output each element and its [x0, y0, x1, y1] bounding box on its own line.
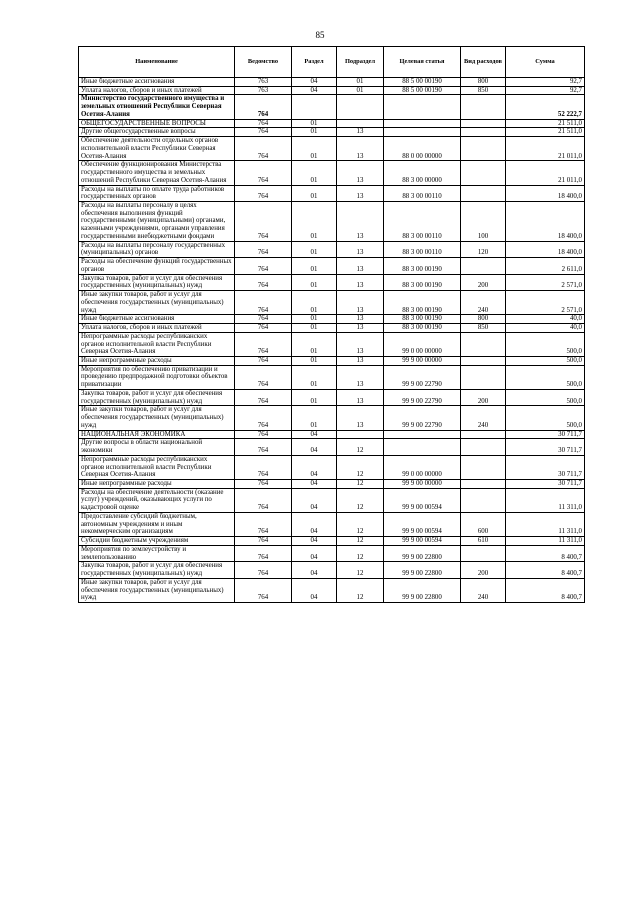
- cell-department: 764: [235, 291, 292, 315]
- cell-subsection: 01: [337, 86, 384, 95]
- cell-name: Закупка товаров, работ и услуг для обеспечения государственных (муниципальных) нужд: [79, 562, 235, 578]
- cell-name: Уплата налогов, сборов и иных платежей: [79, 324, 235, 333]
- cell-target-article: [384, 95, 461, 119]
- cell-sum: 8 400,7: [506, 545, 585, 561]
- cell-section: 01: [292, 161, 337, 185]
- page-number: 85: [315, 30, 325, 40]
- cell-target-article: 99 9 00 22790: [384, 406, 461, 430]
- cell-name: Другие общегосударственные вопросы: [79, 128, 235, 137]
- table-row: [79, 161, 585, 185]
- cell-target-article: 99 9 00 22790: [384, 365, 461, 389]
- cell-target-article: 99 0 00 00000: [384, 332, 461, 356]
- cell-sum: 40,0: [506, 315, 585, 324]
- cell-expense-kind: [461, 95, 506, 119]
- cell-expense-kind: [461, 128, 506, 137]
- cell-name: Мероприятия по землеустройству и землепользованию: [79, 545, 235, 561]
- table-row: [79, 202, 585, 242]
- cell-name: Расходы на выплаты персоналу в целях обеспечения выполнения функций государственными (муниципальными) органами, казенными учреждениями, органами управления государственными внебюджетными фондами: [79, 202, 235, 242]
- header-sum: Сумма: [506, 47, 585, 78]
- cell-sum: 500,0: [506, 389, 585, 405]
- cell-expense-kind: [461, 488, 506, 512]
- cell-section: 01: [292, 315, 337, 324]
- cell-target-article: 99 9 00 00594: [384, 488, 461, 512]
- cell-expense-kind: 120: [461, 241, 506, 257]
- cell-department: 764: [235, 439, 292, 455]
- cell-department: 764: [235, 119, 292, 128]
- cell-department: 764: [235, 578, 292, 602]
- cell-target-article: [384, 128, 461, 137]
- cell-department: 764: [235, 537, 292, 546]
- cell-target-article: 99 9 00 00000: [384, 356, 461, 365]
- cell-section: 01: [292, 137, 337, 161]
- cell-department: 764: [235, 430, 292, 439]
- cell-target-article: 99 9 00 22790: [384, 389, 461, 405]
- cell-department: 764: [235, 202, 292, 242]
- table-row: [79, 512, 585, 536]
- cell-name: Непрограммные расходы республиканских органов исполнительной власти Республики Северная Осетия-Алания: [79, 455, 235, 479]
- cell-subsection: 12: [337, 439, 384, 455]
- cell-target-article: 99 9 00 00000: [384, 479, 461, 488]
- cell-subsection: 13: [337, 315, 384, 324]
- cell-subsection: 13: [337, 324, 384, 333]
- cell-subsection: 13: [337, 365, 384, 389]
- cell-subsection: 13: [337, 137, 384, 161]
- cell-name: НАЦИОНАЛЬНАЯ ЭКОНОМИКА: [79, 430, 235, 439]
- cell-section: 01: [292, 324, 337, 333]
- header-subsection: Подраздел: [337, 47, 384, 78]
- cell-subsection: 13: [337, 202, 384, 242]
- table-row: [79, 537, 585, 546]
- cell-department: 764: [235, 545, 292, 561]
- cell-section: [292, 95, 337, 119]
- table-row: [79, 241, 585, 257]
- cell-subsection: 13: [337, 332, 384, 356]
- cell-name: Министерство государственного имущества и земельных отношений Республики Северная Осетия-Алания: [79, 95, 235, 119]
- cell-sum: 52 222,7: [506, 95, 585, 119]
- cell-section: 04: [292, 439, 337, 455]
- table-row: [79, 406, 585, 430]
- cell-subsection: 13: [337, 406, 384, 430]
- cell-target-article: [384, 119, 461, 128]
- cell-expense-kind: [461, 137, 506, 161]
- cell-expense-kind: [461, 356, 506, 365]
- table-row: [79, 86, 585, 95]
- cell-sum: 500,0: [506, 406, 585, 430]
- table-row: [79, 488, 585, 512]
- cell-name: Закупка товаров, работ и услуг для обеспечения государственных (муниципальных) нужд: [79, 274, 235, 290]
- cell-target-article: [384, 430, 461, 439]
- cell-target-article: 88 3 00 00110: [384, 241, 461, 257]
- cell-sum: 30 711,7: [506, 479, 585, 488]
- cell-sum: 30 711,7: [506, 430, 585, 439]
- cell-subsection: 13: [337, 185, 384, 201]
- cell-sum: 2 571,0: [506, 291, 585, 315]
- cell-sum: 18 400,0: [506, 202, 585, 242]
- cell-department: 764: [235, 562, 292, 578]
- cell-section: 04: [292, 562, 337, 578]
- table-row: [79, 356, 585, 365]
- table-row: [79, 545, 585, 561]
- cell-name: Мероприятия по обеспечению приватизации и проведению предпродажной подготовки объектов приватизации: [79, 365, 235, 389]
- cell-name: Расходы на обеспечение деятельности (оказание услуг) учреждений, оказывающих услуги по кадастровой оценке: [79, 488, 235, 512]
- cell-name: Расходы на обеспечение функций государственных органов: [79, 258, 235, 274]
- cell-expense-kind: 850: [461, 324, 506, 333]
- cell-target-article: 88 3 00 00000: [384, 161, 461, 185]
- cell-section: 04: [292, 455, 337, 479]
- cell-sum: 18 400,0: [506, 185, 585, 201]
- cell-subsection: 13: [337, 128, 384, 137]
- cell-subsection: 01: [337, 78, 384, 87]
- cell-sum: 11 311,0: [506, 488, 585, 512]
- cell-section: 04: [292, 78, 337, 87]
- cell-expense-kind: 610: [461, 537, 506, 546]
- cell-department: 764: [235, 274, 292, 290]
- cell-name: Иные бюджетные ассигнования: [79, 78, 235, 87]
- cell-target-article: 88 3 00 00110: [384, 185, 461, 201]
- cell-target-article: 88 3 00 00190: [384, 324, 461, 333]
- cell-department: 764: [235, 332, 292, 356]
- cell-subsection: 12: [337, 455, 384, 479]
- cell-sum: 2 571,0: [506, 274, 585, 290]
- cell-sum: 500,0: [506, 332, 585, 356]
- cell-section: 01: [292, 356, 337, 365]
- cell-subsection: 13: [337, 258, 384, 274]
- cell-section: 04: [292, 545, 337, 561]
- cell-name: Иные закупки товаров, работ и услуг для обеспечения государственных (муниципальных) нужд: [79, 406, 235, 430]
- cell-department: 764: [235, 95, 292, 119]
- header-expense-kind: Вид расходов: [461, 47, 506, 78]
- cell-department: 764: [235, 488, 292, 512]
- cell-target-article: 88 3 00 00190: [384, 274, 461, 290]
- cell-name: Другие вопросы в области национальной экономики: [79, 439, 235, 455]
- cell-subsection: 12: [337, 537, 384, 546]
- cell-name: Уплата налогов, сборов и иных платежей: [79, 86, 235, 95]
- cell-sum: 500,0: [506, 365, 585, 389]
- cell-expense-kind: 200: [461, 562, 506, 578]
- cell-name: Иные непрограммные расходы: [79, 479, 235, 488]
- cell-subsection: 13: [337, 389, 384, 405]
- cell-section: 01: [292, 258, 337, 274]
- cell-target-article: 99 9 00 22800: [384, 562, 461, 578]
- cell-target-article: 99 9 00 00594: [384, 537, 461, 546]
- table-row: [79, 324, 585, 333]
- cell-section: 04: [292, 537, 337, 546]
- table-row: [79, 315, 585, 324]
- cell-expense-kind: [461, 119, 506, 128]
- table-body: [79, 78, 585, 603]
- cell-section: 04: [292, 512, 337, 536]
- cell-expense-kind: 200: [461, 389, 506, 405]
- cell-section: 01: [292, 185, 337, 201]
- cell-section: 01: [292, 274, 337, 290]
- header-name: Наименование: [79, 47, 235, 78]
- cell-expense-kind: [461, 185, 506, 201]
- table-row: [79, 95, 585, 119]
- cell-expense-kind: [461, 430, 506, 439]
- cell-name: Обеспечение деятельности отдельных органов исполнительной власти Республики Северная Осетия-Алания: [79, 137, 235, 161]
- cell-section: 04: [292, 488, 337, 512]
- cell-subsection: 12: [337, 512, 384, 536]
- cell-expense-kind: [461, 439, 506, 455]
- cell-name: Иные бюджетные ассигнования: [79, 315, 235, 324]
- cell-expense-kind: 240: [461, 578, 506, 602]
- cell-section: 01: [292, 119, 337, 128]
- table-row: [79, 128, 585, 137]
- cell-target-article: 88 3 00 00190: [384, 258, 461, 274]
- cell-target-article: 99 9 00 22800: [384, 578, 461, 602]
- cell-department: 764: [235, 241, 292, 257]
- cell-target-article: 99 9 00 00594: [384, 512, 461, 536]
- cell-department: 764: [235, 479, 292, 488]
- cell-expense-kind: 800: [461, 78, 506, 87]
- cell-department: 764: [235, 137, 292, 161]
- cell-section: 01: [292, 332, 337, 356]
- cell-sum: 21 011,0: [506, 137, 585, 161]
- cell-expense-kind: [461, 365, 506, 389]
- cell-sum: 11 311,0: [506, 512, 585, 536]
- table-row: [79, 430, 585, 439]
- cell-expense-kind: [461, 258, 506, 274]
- cell-subsection: 13: [337, 274, 384, 290]
- cell-sum: 2 611,0: [506, 258, 585, 274]
- cell-expense-kind: 850: [461, 86, 506, 95]
- cell-subsection: 13: [337, 241, 384, 257]
- cell-sum: 21 011,0: [506, 161, 585, 185]
- cell-department: 764: [235, 128, 292, 137]
- cell-sum: 21 511,0: [506, 128, 585, 137]
- cell-section: 01: [292, 202, 337, 242]
- cell-expense-kind: 240: [461, 291, 506, 315]
- cell-department: 764: [235, 185, 292, 201]
- cell-department: 764: [235, 455, 292, 479]
- table-row: [79, 562, 585, 578]
- cell-sum: 500,0: [506, 356, 585, 365]
- cell-section: 04: [292, 86, 337, 95]
- cell-expense-kind: 600: [461, 512, 506, 536]
- cell-name: Иные закупки товаров, работ и услуг для обеспечения государственных (муниципальных) нужд: [79, 291, 235, 315]
- table-row: [79, 274, 585, 290]
- cell-department: 764: [235, 161, 292, 185]
- cell-expense-kind: [461, 332, 506, 356]
- cell-target-article: [384, 439, 461, 455]
- cell-target-article: 88 5 00 00190: [384, 86, 461, 95]
- table-row: [79, 439, 585, 455]
- cell-section: 04: [292, 430, 337, 439]
- header-target-article: Целевая статья: [384, 47, 461, 78]
- table-row: [79, 137, 585, 161]
- cell-expense-kind: [461, 455, 506, 479]
- cell-sum: 18 400,0: [506, 241, 585, 257]
- cell-department: 763: [235, 86, 292, 95]
- cell-target-article: 88 3 00 00190: [384, 315, 461, 324]
- cell-expense-kind: 240: [461, 406, 506, 430]
- cell-sum: 92,7: [506, 86, 585, 95]
- budget-table: [78, 46, 585, 603]
- cell-department: 764: [235, 315, 292, 324]
- cell-sum: 40,0: [506, 324, 585, 333]
- cell-department: 764: [235, 365, 292, 389]
- cell-expense-kind: [461, 479, 506, 488]
- cell-sum: 92,7: [506, 78, 585, 87]
- cell-expense-kind: [461, 161, 506, 185]
- cell-name: ОБЩЕГОСУДАРСТВЕННЫЕ ВОПРОСЫ: [79, 119, 235, 128]
- cell-sum: 8 400,7: [506, 562, 585, 578]
- cell-subsection: [337, 119, 384, 128]
- cell-expense-kind: 800: [461, 315, 506, 324]
- cell-department: 764: [235, 389, 292, 405]
- cell-name: Расходы на выплаты по оплате труда работников государственных органов: [79, 185, 235, 201]
- cell-section: 01: [292, 291, 337, 315]
- cell-name: Закупка товаров, работ и услуг для обеспечения государственных (муниципальных) нужд: [79, 389, 235, 405]
- cell-subsection: 12: [337, 578, 384, 602]
- header-department: Ведомство: [235, 47, 292, 78]
- cell-section: 01: [292, 389, 337, 405]
- cell-section: 04: [292, 578, 337, 602]
- table-row: [79, 78, 585, 87]
- cell-target-article: 88 3 00 00190: [384, 291, 461, 315]
- cell-section: 04: [292, 479, 337, 488]
- cell-target-article: 88 3 00 00110: [384, 202, 461, 242]
- cell-subsection: 12: [337, 545, 384, 561]
- header-section: Раздел: [292, 47, 337, 78]
- cell-expense-kind: 100: [461, 202, 506, 242]
- table-row: [79, 185, 585, 201]
- cell-name: Обеспечение функционирования Министерства государственного имущества и земельных отношений Республики Северная Осетия-Алания: [79, 161, 235, 185]
- table-row: [79, 578, 585, 602]
- cell-department: 764: [235, 324, 292, 333]
- cell-expense-kind: [461, 545, 506, 561]
- cell-name: Расходы на выплаты персоналу государственных (муниципальных) органов: [79, 241, 235, 257]
- table-row: [79, 119, 585, 128]
- cell-department: 763: [235, 78, 292, 87]
- cell-department: 764: [235, 406, 292, 430]
- table-row: [79, 365, 585, 389]
- cell-name: Предоставление субсидий бюджетным, автономным учреждениям и иным некоммерческим организациям: [79, 512, 235, 536]
- table-row: [79, 479, 585, 488]
- cell-subsection: 12: [337, 488, 384, 512]
- cell-department: 764: [235, 356, 292, 365]
- table-row: [79, 291, 585, 315]
- cell-department: 764: [235, 258, 292, 274]
- cell-section: 01: [292, 128, 337, 137]
- cell-section: 01: [292, 241, 337, 257]
- cell-target-article: 99 9 00 22800: [384, 545, 461, 561]
- table-row: [79, 332, 585, 356]
- cell-section: 01: [292, 365, 337, 389]
- table-header-row: [79, 47, 585, 78]
- cell-name: Иные закупки товаров, работ и услуг для обеспечения государственных (муниципальных) нужд: [79, 578, 235, 602]
- cell-target-article: 88 0 00 00000: [384, 137, 461, 161]
- cell-name: Непрограммные расходы республиканских органов исполнительной власти Республики Северная Осетия-Алания: [79, 332, 235, 356]
- cell-subsection: 12: [337, 479, 384, 488]
- cell-subsection: [337, 95, 384, 119]
- cell-subsection: [337, 430, 384, 439]
- cell-sum: 8 400,7: [506, 578, 585, 602]
- cell-target-article: 99 0 00 00000: [384, 455, 461, 479]
- cell-expense-kind: 200: [461, 274, 506, 290]
- table-row: [79, 455, 585, 479]
- cell-department: 764: [235, 512, 292, 536]
- cell-sum: 30 711,7: [506, 455, 585, 479]
- cell-target-article: 88 5 00 00190: [384, 78, 461, 87]
- cell-subsection: 13: [337, 356, 384, 365]
- cell-name: Субсидии бюджетным учреждениям: [79, 537, 235, 546]
- cell-sum: 21 511,0: [506, 119, 585, 128]
- table-row: [79, 389, 585, 405]
- cell-subsection: 13: [337, 161, 384, 185]
- cell-subsection: 12: [337, 562, 384, 578]
- table-row: [79, 258, 585, 274]
- cell-sum: 30 711,7: [506, 439, 585, 455]
- cell-name: Иные непрограммные расходы: [79, 356, 235, 365]
- cell-sum: 11 311,0: [506, 537, 585, 546]
- cell-subsection: 13: [337, 291, 384, 315]
- cell-section: 01: [292, 406, 337, 430]
